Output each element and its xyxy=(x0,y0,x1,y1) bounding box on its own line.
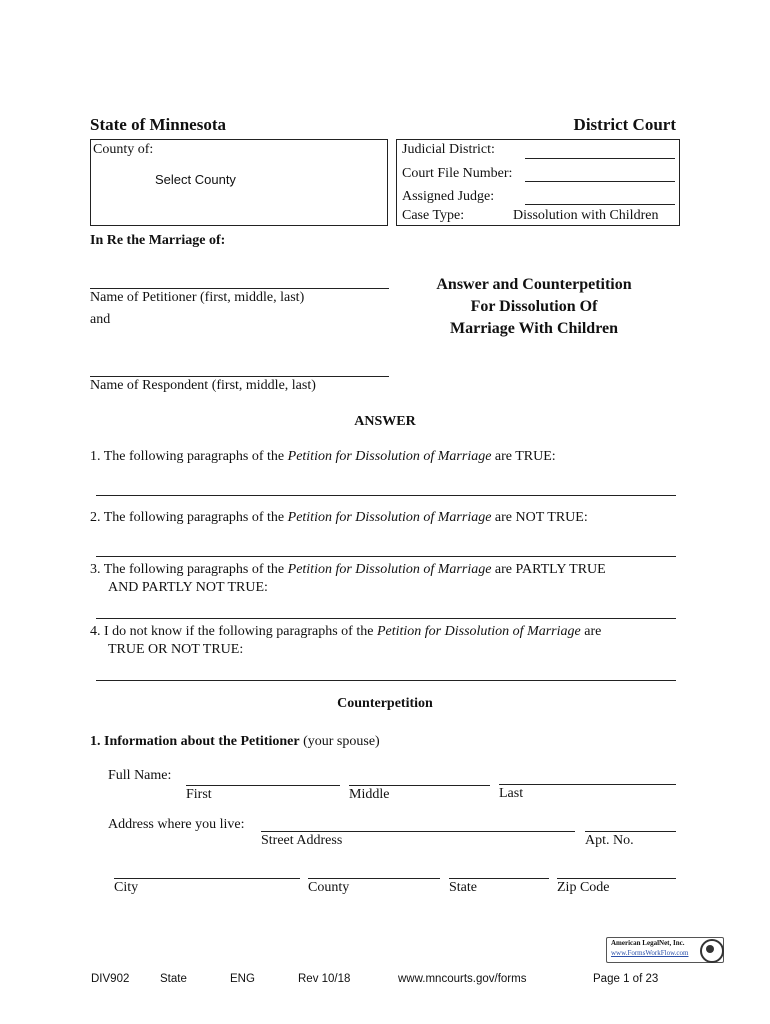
section-1-heading: 1. Information about the Petitioner (your spouse) xyxy=(90,734,380,749)
court-title: District Court xyxy=(573,115,676,134)
document-title-line1: Answer and Counterpetition xyxy=(436,276,632,293)
answer-item-1-field[interactable] xyxy=(96,495,676,496)
footer-page-number: Page 1 of 23 xyxy=(593,973,659,985)
state-field[interactable] xyxy=(449,878,549,879)
case-info-box xyxy=(396,139,680,226)
case-type-value: Dissolution with Children xyxy=(513,208,659,223)
answer-item-3: 3. The following paragraphs of the Petition for Dissolution of Marriage are PARTLY TRUE AND PARTLY NOT TRUE: xyxy=(90,562,606,595)
answer-item-2: 2. The following paragraphs of the Petition for Dissolution of Marriage are NOT TRUE: xyxy=(90,510,588,525)
respondent-name-field[interactable] xyxy=(90,376,389,377)
and-text: and xyxy=(90,312,111,327)
middle-name-field[interactable] xyxy=(349,785,490,786)
petitioner-name-field[interactable] xyxy=(90,288,389,289)
apt-no-caption: Apt. No. xyxy=(585,833,634,848)
city-caption: City xyxy=(114,880,139,895)
judicial-district-field[interactable] xyxy=(525,158,675,159)
answer-item-4: 4. I do not know if the following paragraphs of the Petition for Dissolution of Marriage are TRUE OR NOT TRUE: xyxy=(90,624,602,657)
globe-logo-inner xyxy=(706,945,714,953)
document-title-line3: Marriage With Children xyxy=(450,320,618,337)
first-name-caption: First xyxy=(186,787,212,802)
county-label: County of: xyxy=(93,142,154,157)
first-name-field[interactable] xyxy=(186,785,340,786)
answer-item-3-field[interactable] xyxy=(96,618,676,619)
legalnet-name: American LegalNet, Inc. xyxy=(611,939,685,947)
footer-website-link[interactable]: www.mncourts.gov/forms xyxy=(398,973,527,985)
respondent-caption: Name of Respondent (first, middle, last) xyxy=(90,378,316,393)
petitioner-caption: Name of Petitioner (first, middle, last) xyxy=(90,290,305,305)
document-title xyxy=(400,274,668,340)
county-field[interactable] xyxy=(308,878,440,879)
county-box xyxy=(90,139,388,226)
judicial-district-label: Judicial District: xyxy=(402,142,495,157)
middle-name-caption: Middle xyxy=(349,787,390,802)
answer-item-2-field[interactable] xyxy=(96,556,676,557)
zip-code-caption: Zip Code xyxy=(557,880,610,895)
court-file-number-label: Court File Number: xyxy=(402,166,513,181)
answer-item-1: 1. The following paragraphs of the Petition for Dissolution of Marriage are TRUE: xyxy=(90,449,556,464)
county-select[interactable]: Select County xyxy=(155,172,236,187)
address-label: Address where you live: xyxy=(108,817,245,832)
city-field[interactable] xyxy=(114,878,300,879)
last-name-caption: Last xyxy=(499,786,524,801)
in-re-heading: In Re the Marriage of: xyxy=(90,233,226,248)
full-name-label: Full Name: xyxy=(108,768,172,783)
footer-form-id: DIV902 xyxy=(91,973,130,985)
last-name-field[interactable] xyxy=(499,784,676,785)
answer-heading: ANSWER xyxy=(354,414,416,429)
street-address-caption: Street Address xyxy=(261,833,343,848)
assigned-judge-field[interactable] xyxy=(525,204,675,205)
document-title-line2: For Dissolution Of xyxy=(470,298,598,315)
apt-no-field[interactable] xyxy=(585,831,676,832)
street-address-field[interactable] xyxy=(261,831,575,832)
legalnet-url-link[interactable]: www.FormsWorkFlow.com xyxy=(611,949,689,957)
footer-state: State xyxy=(160,973,187,985)
state-title: State of Minnesota xyxy=(90,115,226,134)
counterpetition-heading: Counterpetition xyxy=(337,696,433,711)
footer-language: ENG xyxy=(230,973,255,985)
county-caption: County xyxy=(308,880,350,895)
zip-code-field[interactable] xyxy=(557,878,676,879)
assigned-judge-label: Assigned Judge: xyxy=(402,189,495,204)
footer-revision: Rev 10/18 xyxy=(298,973,351,985)
state-caption: State xyxy=(449,880,477,895)
case-type-label: Case Type: xyxy=(402,208,465,223)
answer-item-4-field[interactable] xyxy=(96,680,676,681)
court-file-number-field[interactable] xyxy=(525,181,675,182)
